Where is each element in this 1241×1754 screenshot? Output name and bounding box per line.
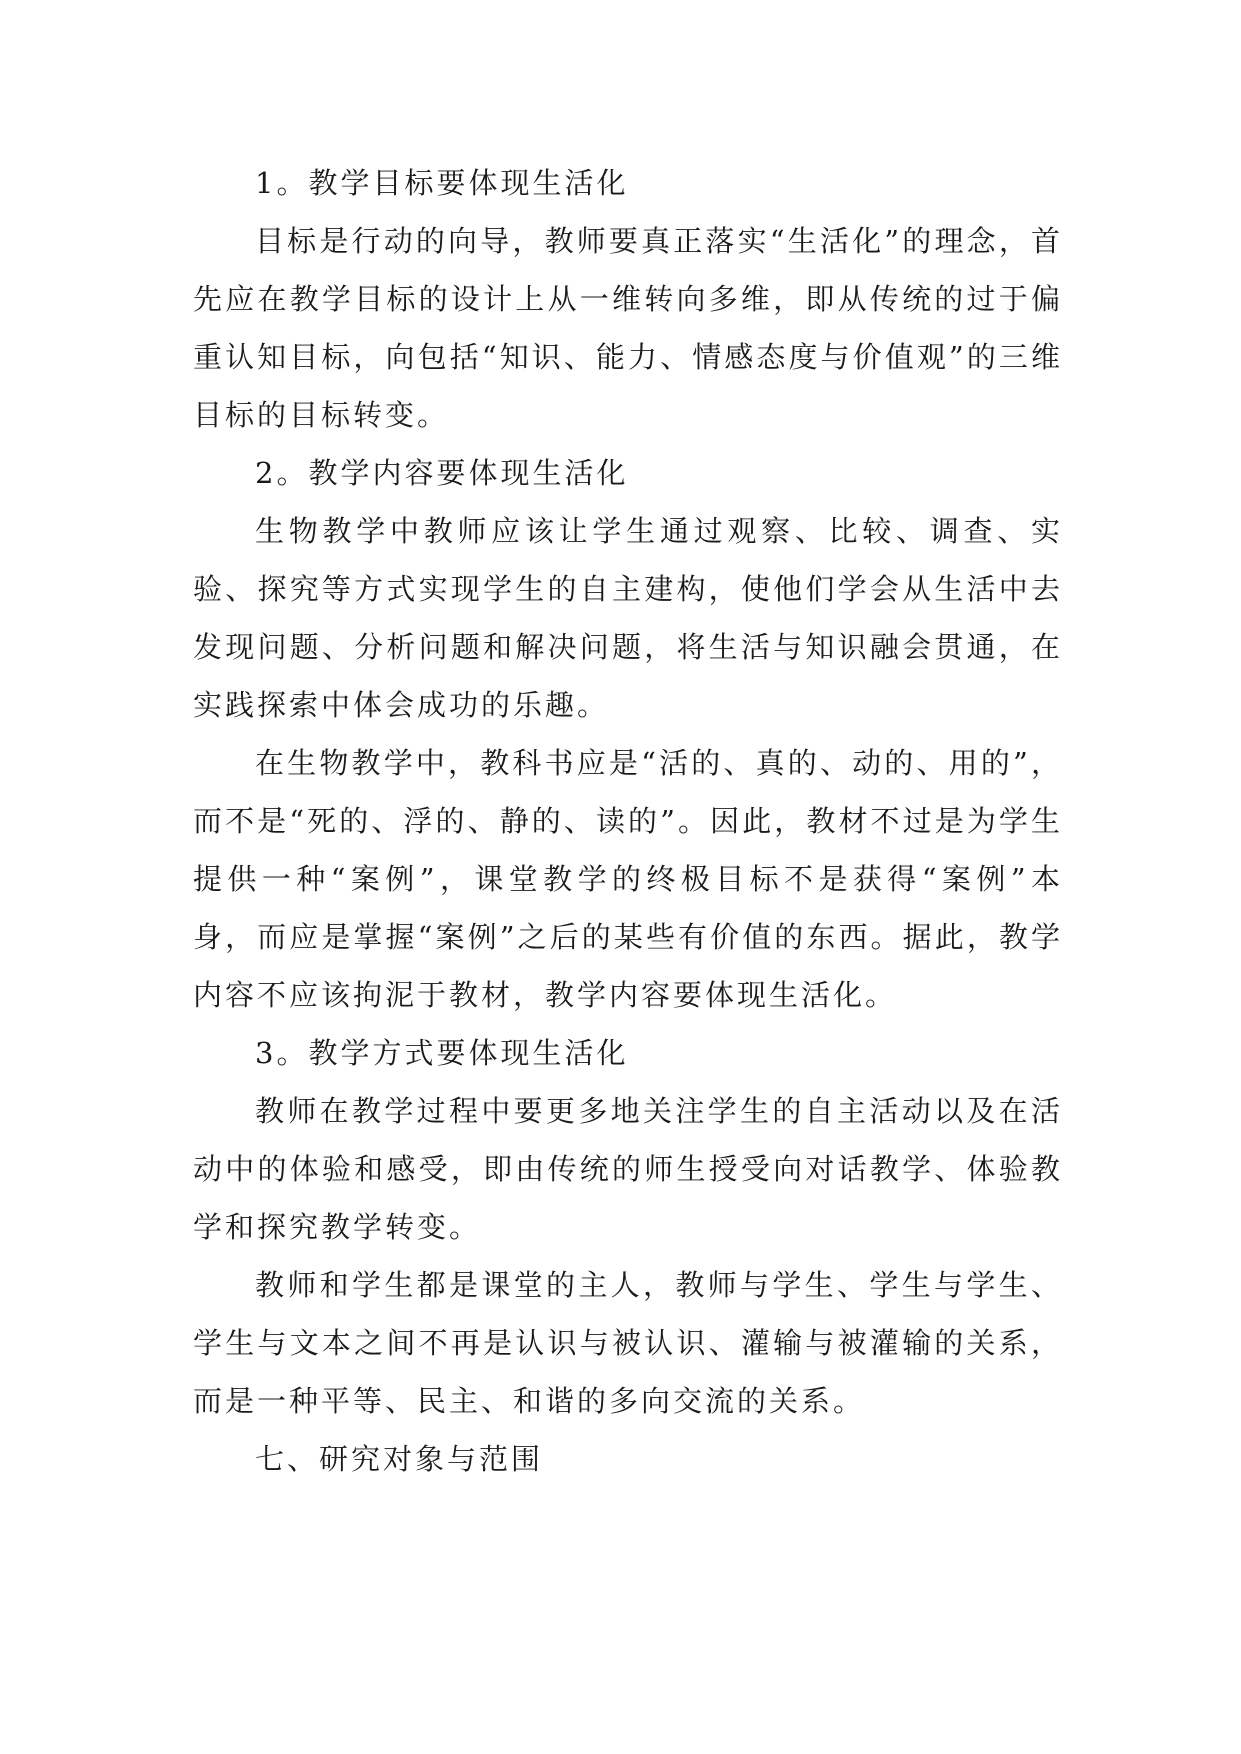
section-heading-1: 1。教学目标要体现生活化 [255,166,629,200]
section-heading-7: 七、研究对象与范围 [255,1442,544,1476]
paragraph: 教师在教学过程中要更多地关注学生的自主活动以及在活动中的体验和感受，即由传统的师生授受向对话教学、体验教学和探究教学转变。 [193,1094,1063,1244]
paragraph: 教师和学生都是课堂的主人，教师与学生、学生与学生、学生与文本之间不再是认识与被认识、灌输与被灌输的关系，而是一种平等、民主、和谐的多向交流的关系。 [193,1268,1063,1418]
paragraph: 目标是行动的向导，教师要真正落实“生活化”的理念，首先应在教学目标的设计上从一维转向多维，即从传统的过于偏重认知目标，向包括“知识、能力、情感态度与价值观”的三维目标的目标转变。 [193,224,1063,432]
document-body [193,154,1063,1488]
section-heading-3: 3。教学方式要体现生活化 [255,1036,629,1070]
paragraph: 在生物教学中，教科书应是“活的、真的、动的、用的”，而不是“死的、浮的、静的、读的”。因此，教材不过是为学生提供一种“案例”，课堂教学的终极目标不是获得“案例”本身，而应是掌握“案例”之后的某些有价值的东西。据此，教学内容不应该拘泥于教材，教学内容要体现生活化。 [193,746,1063,1012]
section-heading-2: 2。教学内容要体现生活化 [255,456,629,490]
paragraph: 生物教学中教师应该让学生通过观察、比较、调查、实验、探究等方式实现学生的自主建构，使他们学会从生活中去发现问题、分析问题和解决问题，将生活与知识融会贯通，在实践探索中体会成功的乐趣。 [193,514,1063,722]
